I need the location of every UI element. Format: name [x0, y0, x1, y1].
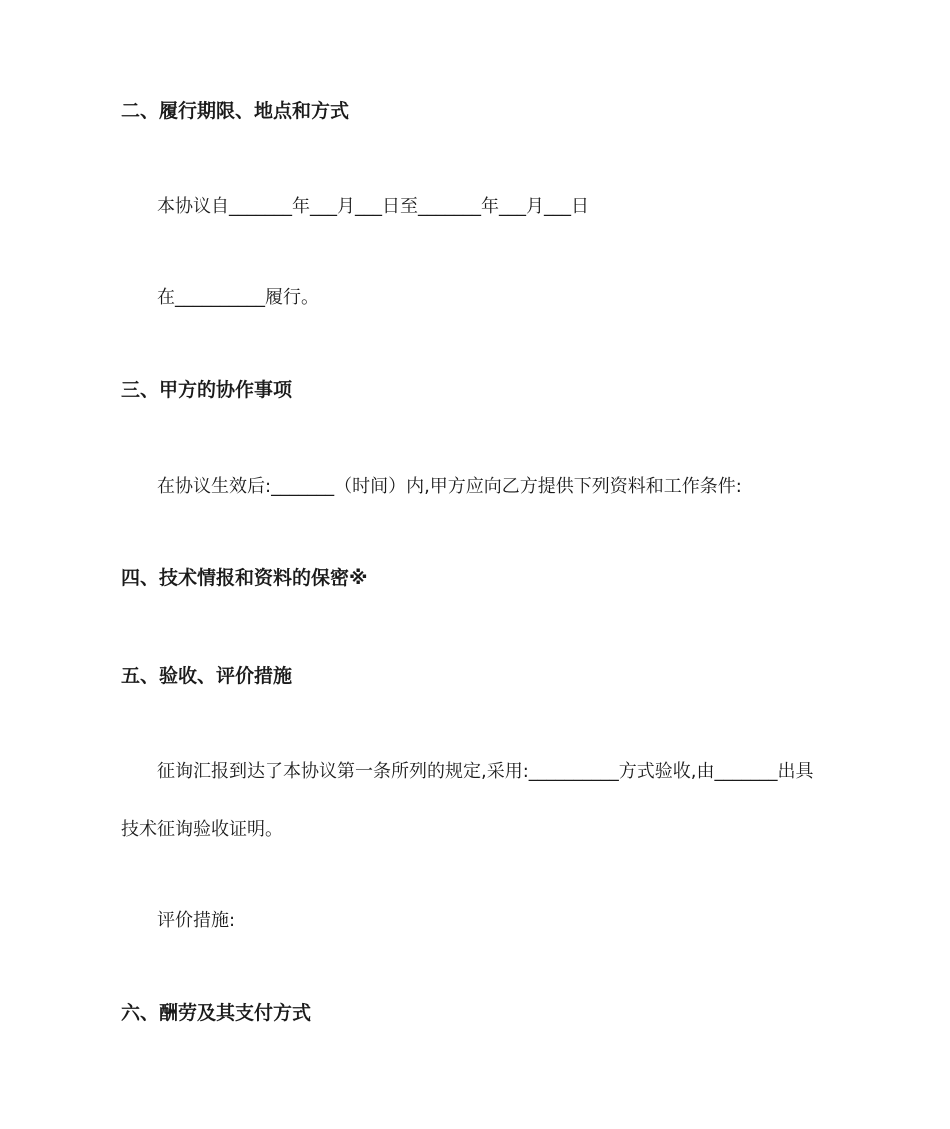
section-heading-performance-term: 二、履行期限、地点和方式 [121, 100, 350, 122]
section-heading-acceptance: 五、验收、评价措施 [121, 665, 293, 687]
term-paragraph: 本协议自_______年___月___日至_______年___月___日 [157, 196, 589, 217]
evaluation-paragraph: 评价措施: [157, 910, 236, 931]
section-heading-confidentiality: 四、技术情报和资料的保密※ [121, 567, 368, 589]
section-heading-remuneration: 六、酬劳及其支付方式 [121, 1002, 312, 1024]
place-paragraph: 在__________履行。 [157, 287, 319, 308]
section-heading-cooperation: 三、甲方的协作事项 [121, 379, 293, 401]
cooperation-paragraph: 在协议生效后:_______（时间）内,甲方应向乙方提供下列资料和工作条件: [157, 476, 742, 497]
acceptance-paragraph-continuation: 技术征询验收证明。 [121, 819, 283, 840]
acceptance-paragraph: 征询汇报到达了本协议第一条所列的规定,采用:__________方式验收,由_______出具 [157, 761, 814, 782]
